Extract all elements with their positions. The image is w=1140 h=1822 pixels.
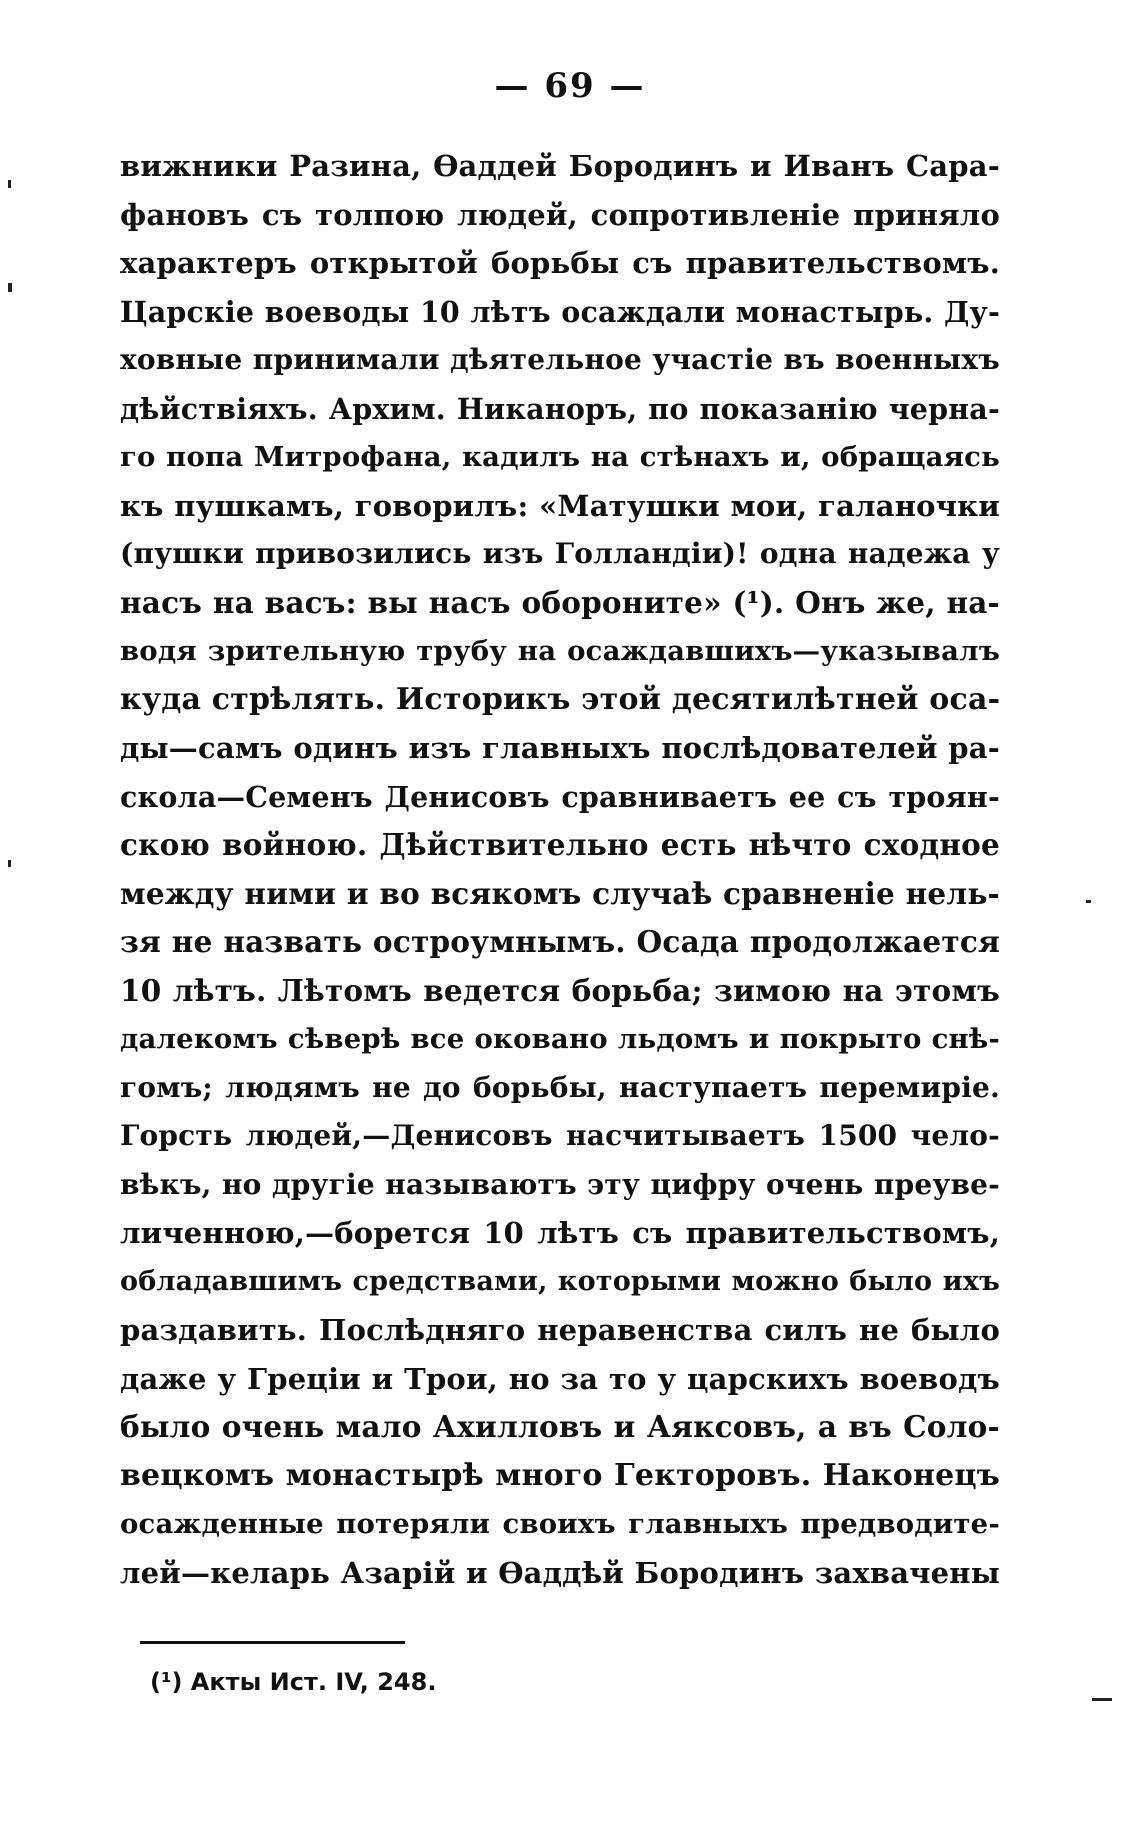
scan-speck [8,180,11,188]
text-line: 10 лѣтъ. Лѣтомъ ведется борьба; зимою на этомъ [120,972,1000,1008]
text-line: ховные принимали дѣятельное участіе въ военныхъ [120,343,1000,376]
text-line: между ними и во всякомъ случаѣ сравненіе нель- [120,875,1000,911]
text-line: къ пушкамъ, говорилъ: «Матушки мои, галаночки [120,488,1000,523]
text-line: насъ на васъ: вы насъ обороните» (¹). Онъ же, на- [120,584,1000,620]
scan-speck [8,860,11,867]
text-line: ды—самъ одинъ изъ главныхъ послѣдователей ра- [120,731,1000,765]
text-line: характеръ открытой борьбы съ правительствомъ. [120,246,1000,280]
text-line: дѣйствіяхъ. Архим. Никаноръ, по показанію черна- [120,391,1000,426]
text-line: обладавшимъ средствами, которыми можно было ихъ [120,1265,1000,1297]
text-line: Царскіе воеводы 10 лѣтъ осаждали монастырь. Ду- [120,294,1000,329]
text-line: (пушки привозились изъ Голландіи)! одна надежа у [120,537,1000,570]
text-line: вецкомъ монастырѣ много Гекторовъ. Наконецъ [120,1457,1000,1493]
text-line: скою войною. Дѣйствительно есть нѣчто сходное [120,827,1000,862]
text-line: раздавить. Послѣдняго неравенства силъ не было [120,1313,1000,1347]
footnote-divider [140,1641,405,1644]
text-line: было очень мало Ахилловъ и Аяксовъ, а въ Соло- [120,1409,1000,1444]
text-line: осажденные потеряли своихъ главныхъ предводите- [120,1508,1000,1540]
footnote: (¹) Акты Ист. IV, 248. [150,1668,437,1696]
text-line: зя не назвать остроумнымъ. Осада продолжается [120,924,1000,959]
text-line: далекомъ сѣверѣ все оковано льдомъ и покрыто снѣ- [120,1023,1000,1055]
body-text [120,142,1000,1597]
text-line: водя зрительную трубу на осаждавшихъ—указывалъ [120,635,1000,667]
scan-speck [8,283,12,292]
text-line: скола—Семенъ Денисовъ сравниваетъ ее съ троян- [120,779,1000,814]
text-line: гомъ; людямъ не до борьбы, наступаетъ перемиріе. [120,1070,1000,1104]
text-line: личенною,—борется 10 лѣтъ съ правительствомъ, [120,1216,1000,1250]
text-line: фановъ съ толпою людей, сопротивленіе приняло [120,197,1000,232]
text-line: лей—келарь Азарій и Ѳаддѣй Бородинъ захвачены [120,1555,1000,1590]
text-line: вѣкъ, но другіе называютъ эту цифру очень преуве- [120,1167,1000,1201]
scan-speck [1092,1698,1112,1701]
page-number: — 69 — [494,66,646,106]
text-line: го попа Митрофана, кадилъ на стѣнахъ и, обращаясь [120,441,1000,473]
text-line: даже у Греціи и Трои, но за то у царскихъ воеводъ [120,1361,1000,1396]
text-line: вижники Разина, Ѳаддей Бородинъ и Иванъ Сара- [120,149,1000,183]
text-line: Горсть людей,—Денисовъ насчитываетъ 1500 чело- [120,1119,1000,1152]
scan-speck [1086,900,1091,903]
text-line: куда стрѣлять. Историкъ этой десятилѣтней оса- [120,681,1001,717]
